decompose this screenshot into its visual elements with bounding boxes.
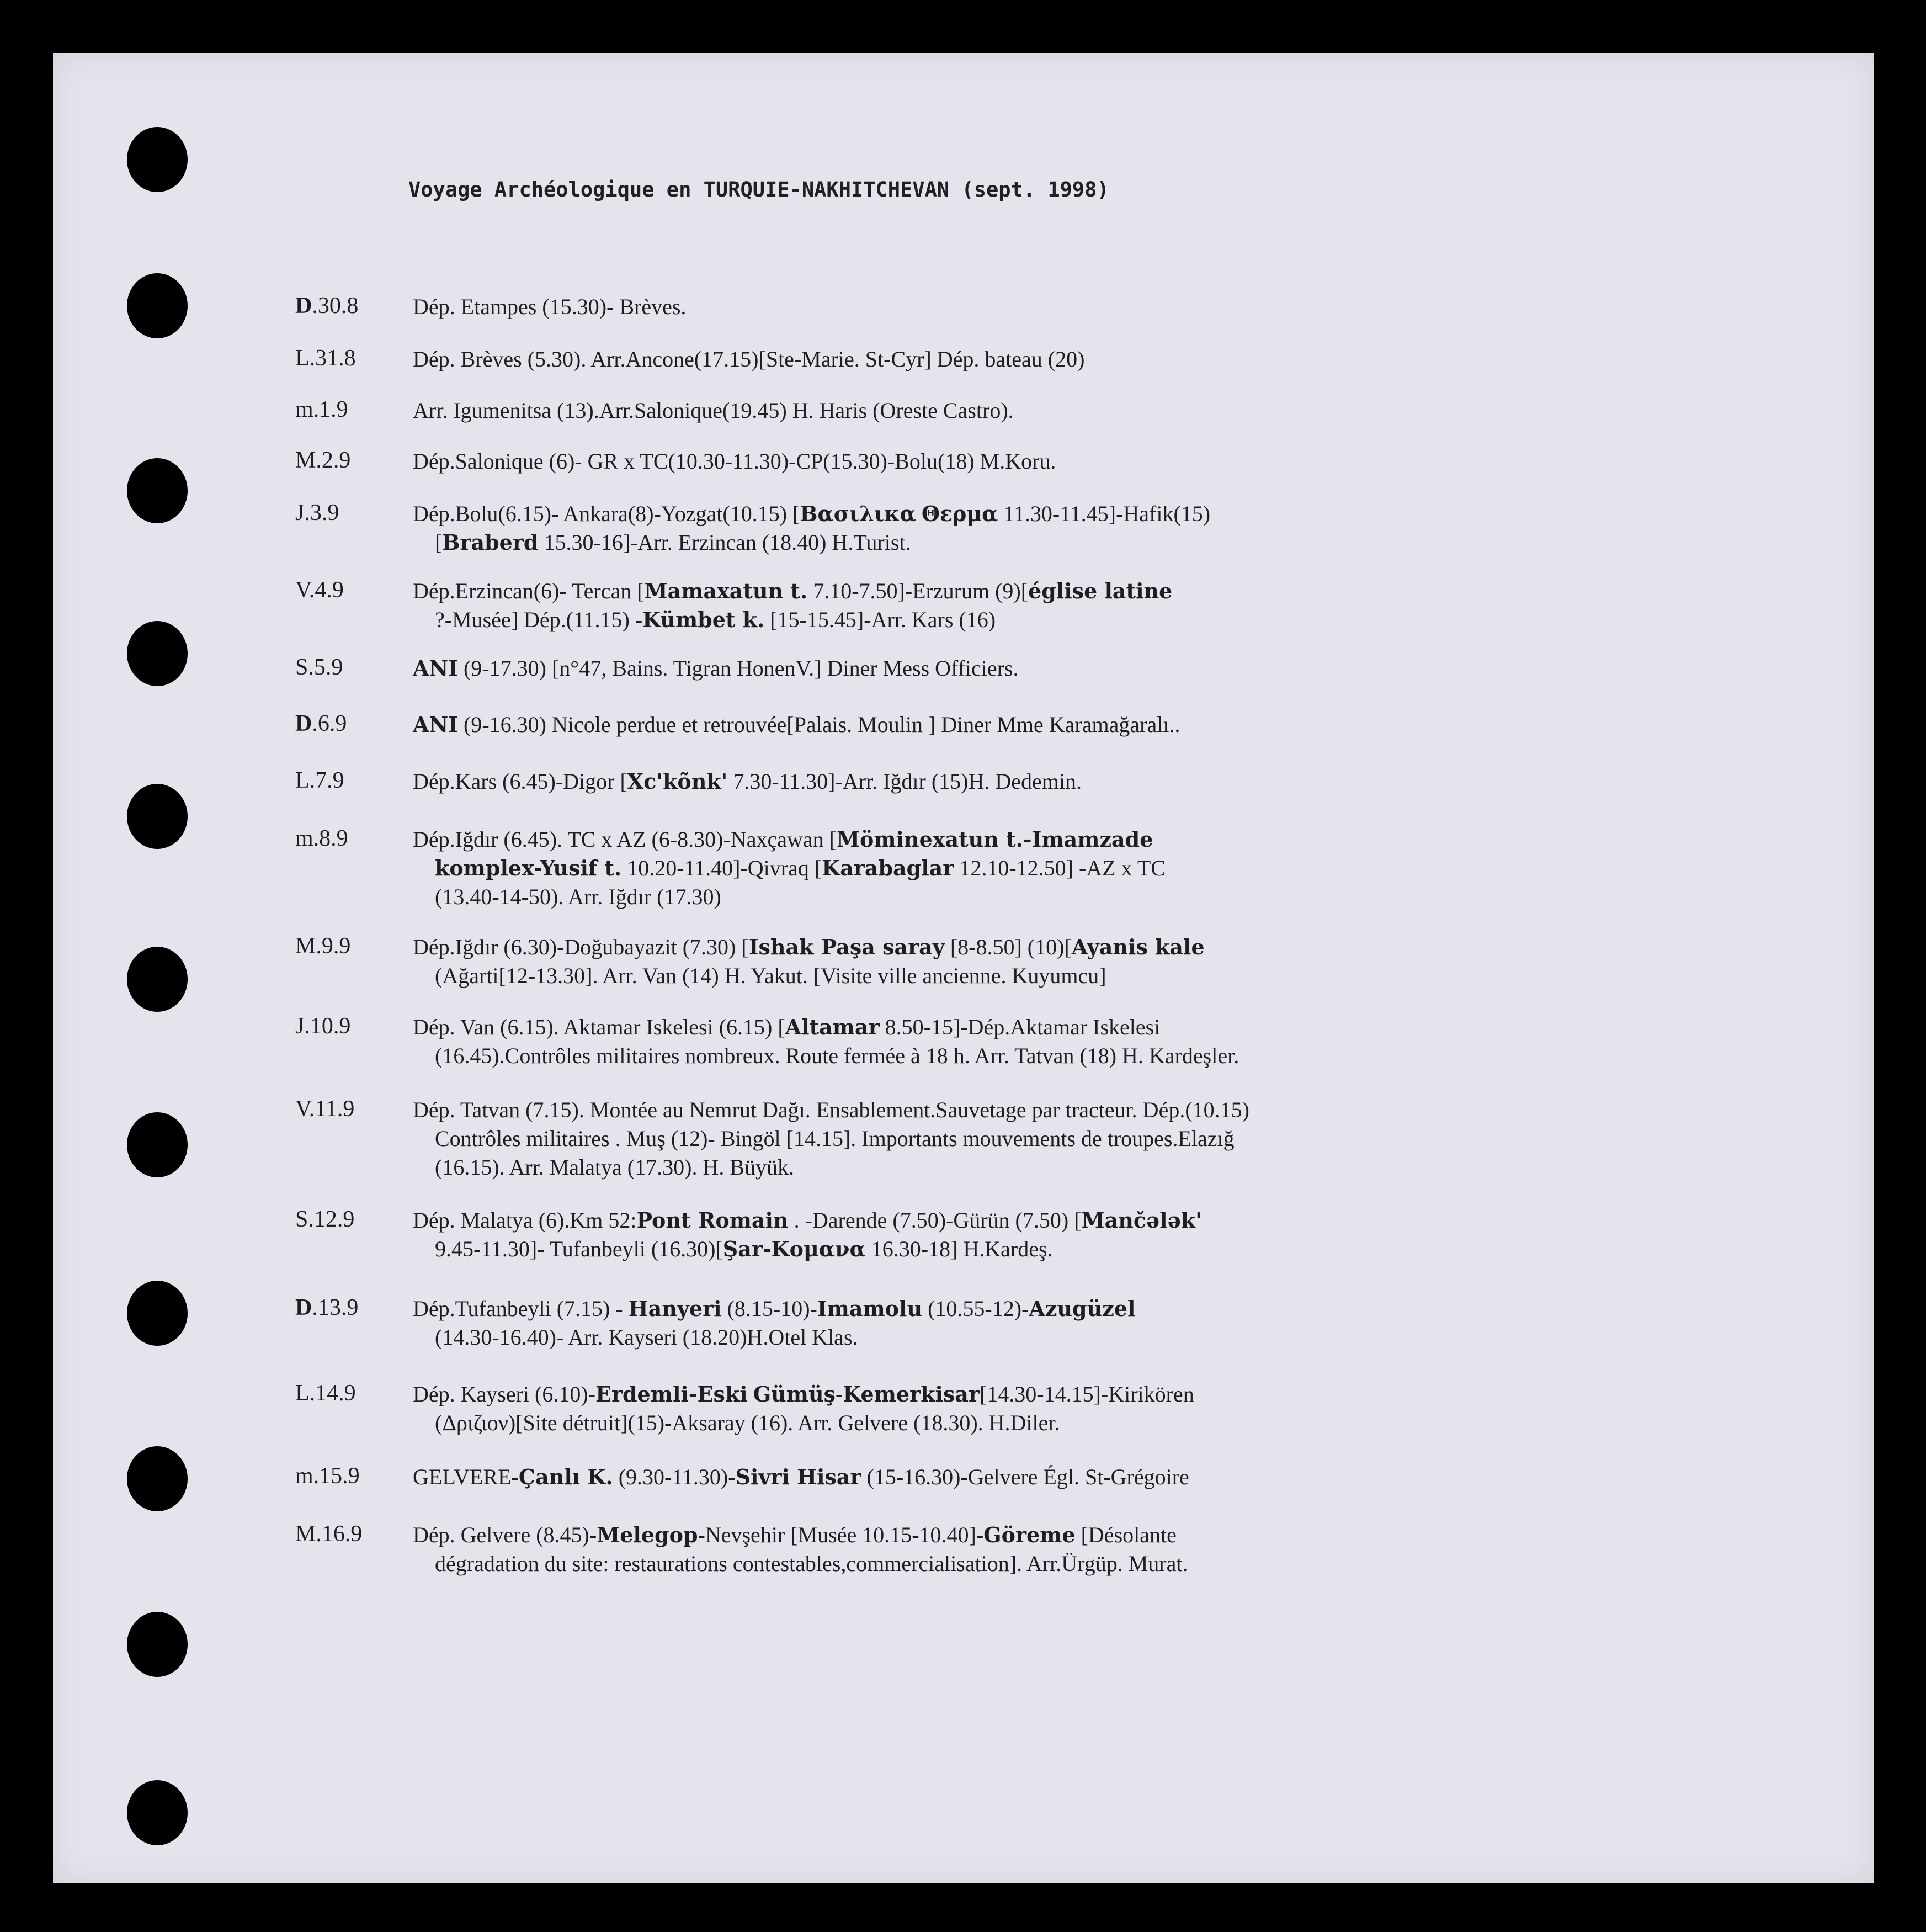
entry-date: D.30.8 [295, 293, 359, 319]
entry-date: V.11.9 [295, 1096, 355, 1122]
entry-date: M.2.9 [295, 448, 351, 473]
entry-text [413, 1096, 1310, 1182]
entry-date: m.15.9 [295, 1463, 360, 1489]
entry-line: GELVERE-Çanlı K. (9.30-11.30)-Sivri Hisar (15-16.30)-Gelvere Égl. St-Grégoire [413, 1464, 1189, 1489]
entry-text [413, 1521, 1310, 1578]
entry-line: dégradation du site: restaurations contestables,commercialisation]. Arr.Ürgüp. Murat. [435, 1551, 1188, 1576]
entry-line: Dép.Tufanbeyli (7.15) - Hanyeri (8.15-10)-Imamolu (10.55-12)-Azugüzel [413, 1296, 1136, 1321]
entry-line: ANI (9-17.30) [n°47, Bains. Tigran HonenV.] Diner Mess Officiers. [413, 656, 1019, 681]
punch-hole [127, 1780, 188, 1845]
punch-hole [127, 784, 188, 849]
entry-line: komplex-Yusif t. 10.20-11.40]-Qivraq [Karabaglar 12.10-12.50] -AZ x TC [435, 856, 1166, 880]
entry-text [413, 1206, 1310, 1264]
entry-text [413, 1294, 1310, 1352]
entry-text [413, 577, 1310, 634]
entry-text [413, 447, 1310, 476]
entry-line: Dép. Malatya (6).Km 52:Pont Romain . -Darende (7.50)-Gürün (7.50) [Mančələk' [413, 1208, 1202, 1233]
entry-date: M.9.9 [295, 933, 351, 959]
entry-line: Dép.Erzincan(6)- Tercan [Mamaxatun t. 7.10-7.50]-Erzurum (9)[église latine [413, 578, 1173, 603]
entry-text [413, 825, 1310, 911]
entry-line: Dép. Gelvere (8.45)-Melegop-Nevşehir [Musée 10.15-10.40]-Göreme [Désolante [413, 1522, 1177, 1547]
entry-text [413, 1463, 1310, 1492]
entry-line: Dép.Bolu(6.15)- Ankara(8)-Yozgat(10.15) [Βασιλικα Θερμα 11.30-11.45]-Hafik(15) [413, 501, 1211, 526]
entry-line: ANI (9-16.30) Nicole perdue et retrouvée[Palais. Moulin ] Diner Mme Karamağaralı.. [413, 712, 1180, 737]
entry-date: M.16.9 [295, 1521, 363, 1547]
entry-line: (Ağarti[12-13.30]. Arr. Van (14) H. Yakut. [Visite ville ancienne. Kuyumcu] [435, 963, 1106, 988]
entry-line: (Δριζιον)[Site détruit](15)-Aksaray (16). Arr. Gelvere (18.30). H.Diler. [435, 1410, 1060, 1435]
entry-line: Dép.Salonique (6)- GR x TC(10.30-11.30)-CP(15.30)-Bolu(18) M.Koru. [413, 449, 1056, 474]
punch-hole [127, 458, 188, 523]
entry-date: L.31.8 [295, 346, 356, 371]
entry-date: S.12.9 [295, 1207, 355, 1232]
entry-text [413, 1013, 1310, 1070]
entry-date: m.1.9 [295, 397, 348, 422]
entry-text [413, 500, 1310, 557]
entry-line: Dép.Iğdır (6.45). TC x AZ (6-8.30)-Naxçawan [Möminexatun t.-Imamzade [413, 827, 1153, 852]
punch-hole [127, 1446, 188, 1511]
entry-text [413, 767, 1310, 796]
entry-date: S.5.9 [295, 655, 343, 680]
punch-hole [127, 1281, 188, 1346]
punch-hole [127, 1612, 188, 1677]
entry-line: (16.45).Contrôles militaires nombreux. Route fermée à 18 h. Arr. Tatvan (18) H. Kardeşler. [435, 1043, 1239, 1068]
punch-hole [127, 947, 188, 1012]
punch-hole [127, 127, 188, 192]
punch-hole [127, 273, 188, 338]
entry-date: m.8.9 [295, 826, 348, 851]
entry-line: Dép. Kayseri (6.10)-Erdemli-Eski Gümüş-Kemerkisar[14.30-14.15]-Kirikören [413, 1382, 1194, 1406]
entry-line: (16.15). Arr. Malatya (17.30). H. Büyük. [435, 1155, 795, 1180]
entry-text [413, 345, 1310, 374]
entry-line: ?-Musée] Dép.(11.15) -Kümbet k. [15-15.45]-Arr. Kars (16) [435, 607, 996, 632]
entry-line: Contrôles militaires . Muş (12)- Bingöl [14.15]. Importants mouvements de troupes.Elazığ [435, 1126, 1235, 1151]
entry-text [413, 933, 1310, 990]
page-title: Voyage Archéologique en TURQUIE-NAKHITCHEVAN (sept. 1998) [408, 178, 1109, 201]
entry-line: Dép.Iğdır (6.30)-Doğubayazit (7.30) [Ishak Paşa saray [8-8.50] (10)[Ayanis kale [413, 935, 1205, 959]
entry-date: J.10.9 [295, 1013, 351, 1039]
entry-date: L.14.9 [295, 1381, 356, 1406]
entry-text [413, 654, 1310, 683]
entry-date: L.7.9 [295, 768, 344, 793]
entry-date: D.13.9 [295, 1295, 359, 1320]
punch-hole [127, 1112, 188, 1177]
entry-line: Arr. Igumenitsa (13).Arr.Salonique(19.45) H. Haris (Oreste Castro). [413, 398, 1014, 423]
entry-line: Dép.Kars (6.45)-Digor [Xc'kõnk' 7.30-11.30]-Arr. Iğdır (15)H. Dedemin. [413, 769, 1082, 794]
entry-text [413, 1380, 1310, 1437]
entry-line: Dép. Van (6.15). Aktamar Iskelesi (6.15) [Altamar 8.50-15]-Dép.Aktamar Iskelesi [413, 1015, 1161, 1039]
entry-date: D.6.9 [295, 711, 347, 736]
entry-date: J.3.9 [295, 500, 339, 526]
entry-text [413, 396, 1310, 425]
entry-line: 9.45-11.30]- Tufanbeyli (16.30)[Şar-Κομανα 16.30-18] H.Kardeş. [435, 1236, 1053, 1261]
entry-line: Dép. Tatvan (7.15). Montée au Nemrut Dağı. Ensablement.Sauvetage par tracteur. Dép.(10.15) [413, 1097, 1249, 1122]
entry-line: Dép. Brèves (5.30). Arr.Ancone(17.15)[Ste-Marie. St-Cyr] Dép. bateau (20) [413, 347, 1085, 371]
entry-line: (13.40-14-50). Arr. Iğdır (17.30) [435, 884, 721, 909]
entry-date: V.4.9 [295, 577, 344, 603]
entry-text [413, 710, 1310, 739]
punch-hole [127, 621, 188, 686]
entry-line: [Braberd 15.30-16]-Arr. Erzincan (18.40) H.Turist. [435, 530, 911, 555]
entry-line: (14.30-16.40)- Arr. Kayseri (18.20)H.Otel Klas. [435, 1325, 858, 1350]
entry-text [413, 293, 1310, 321]
entry-line: Dép. Etampes (15.30)- Brèves. [413, 294, 687, 319]
